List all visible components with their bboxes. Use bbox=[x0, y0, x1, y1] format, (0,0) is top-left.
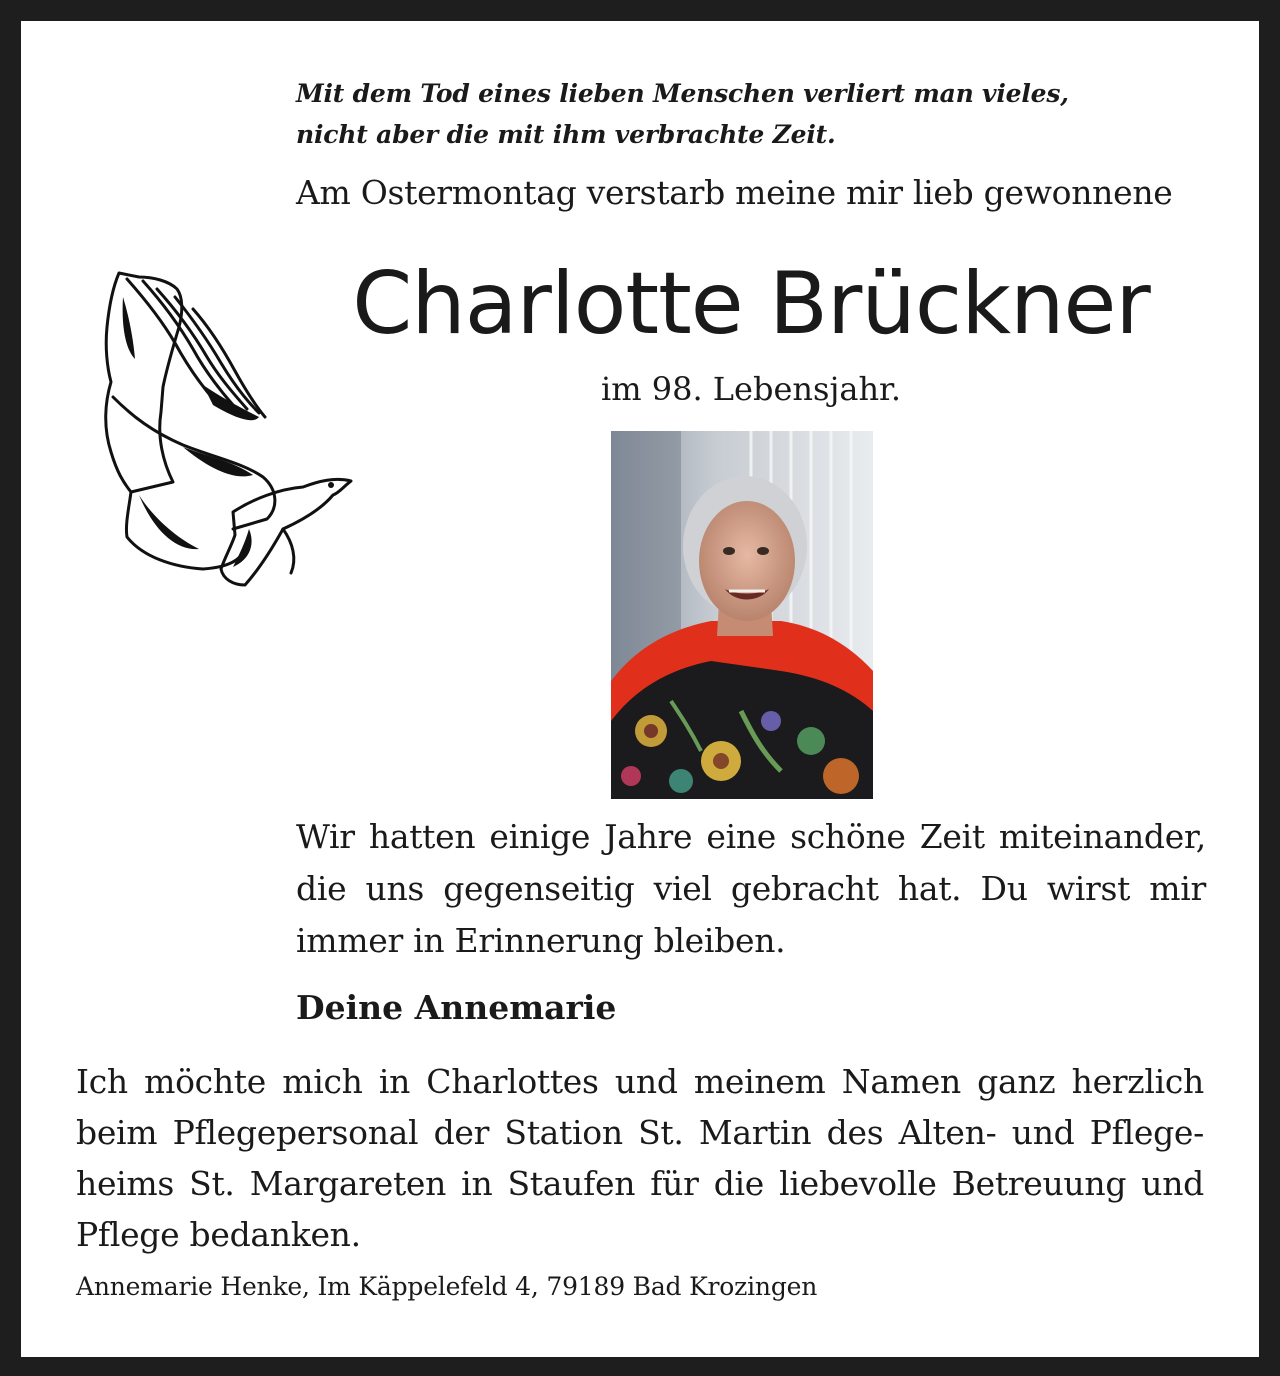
message-line-3: immer in Erinnerung bleiben. bbox=[296, 921, 786, 960]
thanks-line-2: beim Pflegepersonal der Station St. Martin des Alten- und Pflege- bbox=[76, 1113, 1204, 1152]
motto-line-2: nicht aber die mit ihm verbrachte Zeit. bbox=[296, 120, 836, 149]
thanks-line-4: Pflege bedanken. bbox=[76, 1215, 361, 1254]
praying-hands-dove-icon bbox=[83, 267, 358, 592]
personal-message bbox=[296, 811, 1206, 967]
deceased-name: Charlotte Brückner bbox=[352, 254, 1150, 354]
thanks-line-1: Ich möchte mich in Charlottes und meinem Namen ganz herzlich bbox=[76, 1062, 1204, 1101]
thanks-line-3: heims St. Margareten in Staufen für die liebevolle Betreuung und bbox=[76, 1164, 1204, 1203]
intro-text: Am Ostermontag verstarb meine mir lieb gewonnene bbox=[296, 173, 1173, 212]
thanks-paragraph bbox=[76, 1056, 1204, 1260]
age-line: im 98. Lebensjahr. bbox=[600, 370, 901, 408]
sender-address: Annemarie Henke, Im Käppelefeld 4, 79189 Bad Krozingen bbox=[76, 1272, 818, 1301]
portrait-photo bbox=[611, 431, 873, 799]
message-line-1: Wir hatten einige Jahre eine schöne Zeit miteinander, bbox=[296, 817, 1206, 856]
message-line-2: die uns gegenseitig viel gebracht hat. Du wirst mir bbox=[296, 869, 1206, 908]
obituary-notice bbox=[21, 21, 1259, 1357]
motto-quote bbox=[296, 73, 1196, 155]
motto-line-1: Mit dem Tod eines lieben Menschen verliert man vieles, bbox=[296, 79, 1069, 108]
signature: Deine Annemarie bbox=[296, 988, 617, 1027]
